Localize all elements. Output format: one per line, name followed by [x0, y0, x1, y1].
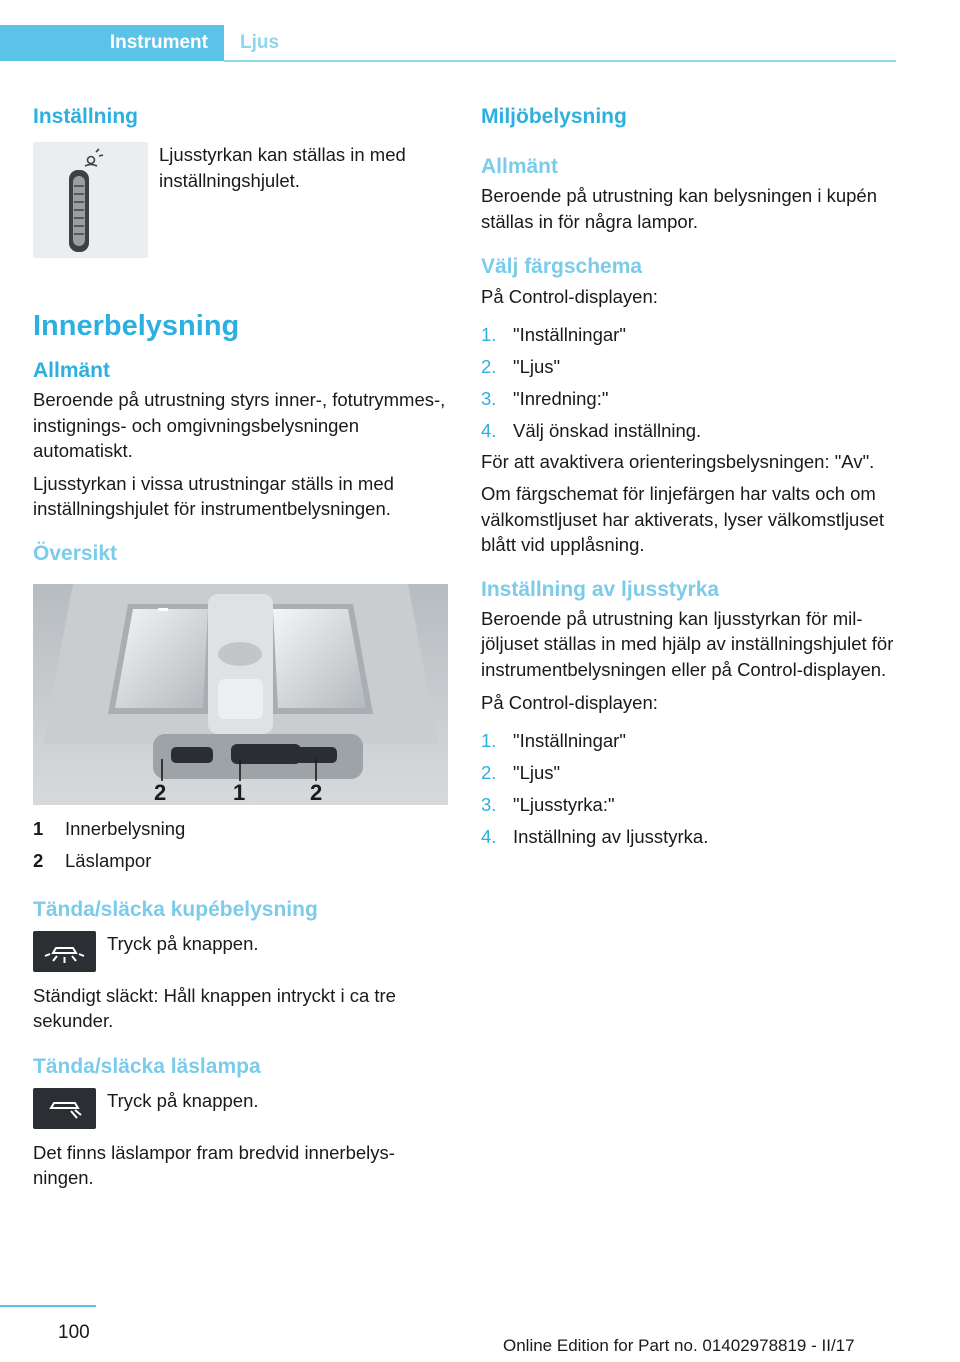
tab-ljus[interactable]: Ljus [240, 32, 280, 53]
legend-row [33, 845, 448, 877]
reading-light-button-image [33, 1088, 96, 1129]
list-item [481, 821, 897, 853]
section-title: Innerbelysning [33, 310, 240, 342]
brightness-text: Beroende på utrustning kan ljusstyrkan för miljöljuset ställas in med hjälp av inställningshjulet för instrumentbelysningen eller på Control-displayen. [481, 607, 894, 680]
step-text: "Ljus" [513, 355, 561, 377]
reading-note: Det finns läslampor fram bredvid innerbelysningen. [33, 1141, 395, 1188]
step-number: 3. [481, 793, 497, 815]
roof-console-photo [33, 584, 448, 805]
list-item [481, 351, 897, 383]
right-column [481, 104, 897, 853]
general-paragraph-2: Ljusstyrkan i vissa utrustningar ställs in med inställningshjulet för instrumentbelysningen. [33, 472, 394, 519]
brightness-heading: Inställning av ljusstyrka [481, 577, 720, 601]
deactivate-text: För att avaktivera orienteringsbelysningen: "Av". [481, 450, 875, 472]
legend-text: Innerbelysning [65, 817, 186, 839]
legend-row [33, 813, 448, 845]
brightness-intro: På Control-displayen: [481, 692, 658, 713]
photo-label-2-right: 2 [310, 779, 323, 805]
step-text: Välj önskad inställning. [513, 419, 702, 441]
color-steps [481, 319, 897, 447]
list-item [481, 383, 897, 415]
ambient-heading: Miljöbelysning [481, 105, 627, 128]
list-item [481, 725, 897, 757]
roof-console-illustration [33, 584, 448, 805]
cabin-light-button-image [33, 931, 96, 972]
color-heading: Välj färgschema [481, 255, 643, 278]
photo-label-2-left: 2 [154, 779, 167, 805]
general-paragraph-1: Beroende på utrustning styrs inner-, fotutrymmes-, instignings- och omgivningsbelysningen automatiskt. [33, 389, 446, 461]
step-text: "Inredning:" [513, 387, 609, 409]
list-item [481, 789, 897, 821]
cabin-note: Ständigt släckt: Håll knappen intryckt i ca tre sekunder. [33, 984, 396, 1031]
legend [33, 813, 448, 877]
footer-divider [0, 1305, 96, 1307]
thumbwheel-icon [33, 142, 148, 258]
list-item [481, 757, 897, 789]
setting-heading: Inställning [33, 105, 138, 128]
step-number: 1. [481, 729, 497, 751]
setting-text: Ljusstyrkan kan ställas in med inställningshjulet. [159, 144, 406, 191]
cabin-light-icon [33, 931, 96, 972]
step-text: "Ljus" [513, 761, 561, 783]
color-intro: På Control-displayen: [481, 286, 658, 307]
ambient-general-heading: Allmänt [481, 155, 559, 178]
step-number: 4. [481, 419, 497, 441]
scheme-text: Om färgschemat för linjefärgen har valts och om välkomstljuset har aktiverats, lyser välkomstljuset blått vid upplåsning. [481, 483, 885, 555]
step-number: 2. [481, 355, 497, 377]
reading-light-icon [33, 1088, 96, 1129]
step-number: 3. [481, 387, 497, 409]
step-text: "Inställningar" [513, 729, 626, 751]
tab-instrument[interactable] [0, 25, 224, 61]
step-text: Inställning av ljusstyrka. [513, 825, 709, 847]
thumbwheel-image [33, 142, 148, 258]
cabin-text: Tryck på knappen. [107, 932, 259, 954]
list-item [481, 319, 897, 351]
page-number: 100 [58, 1322, 90, 1343]
step-text: "Inställningar" [513, 323, 626, 345]
step-number: 2. [481, 761, 497, 783]
header-divider [224, 60, 896, 62]
legend-number: 2 [33, 849, 44, 871]
legend-number: 1 [33, 817, 44, 839]
photo-label-1: 1 [233, 779, 246, 805]
left-column [33, 104, 448, 1191]
tab-instrument-label: Instrument [109, 32, 208, 53]
overview-heading: Översikt [33, 541, 118, 565]
step-number: 1. [481, 323, 497, 345]
general-heading: Allmänt [33, 359, 111, 382]
list-item [481, 415, 897, 447]
ambient-general-text: Beroende på utrustning kan belysningen i kupén ställas in för några lampor. [481, 185, 877, 232]
cabin-heading: Tända/släcka kupébelysning [33, 897, 318, 921]
edition-text: Online Edition for Part no. 01402978819 - II/17 [503, 1336, 855, 1355]
brightness-steps [481, 725, 897, 853]
step-number: 4. [481, 825, 497, 847]
reading-heading: Tända/släcka läslampa [33, 1054, 261, 1078]
step-text: "Ljusstyrka:" [513, 793, 615, 815]
reading-text: Tryck på knappen. [107, 1089, 259, 1111]
legend-text: Läslampor [65, 849, 152, 871]
